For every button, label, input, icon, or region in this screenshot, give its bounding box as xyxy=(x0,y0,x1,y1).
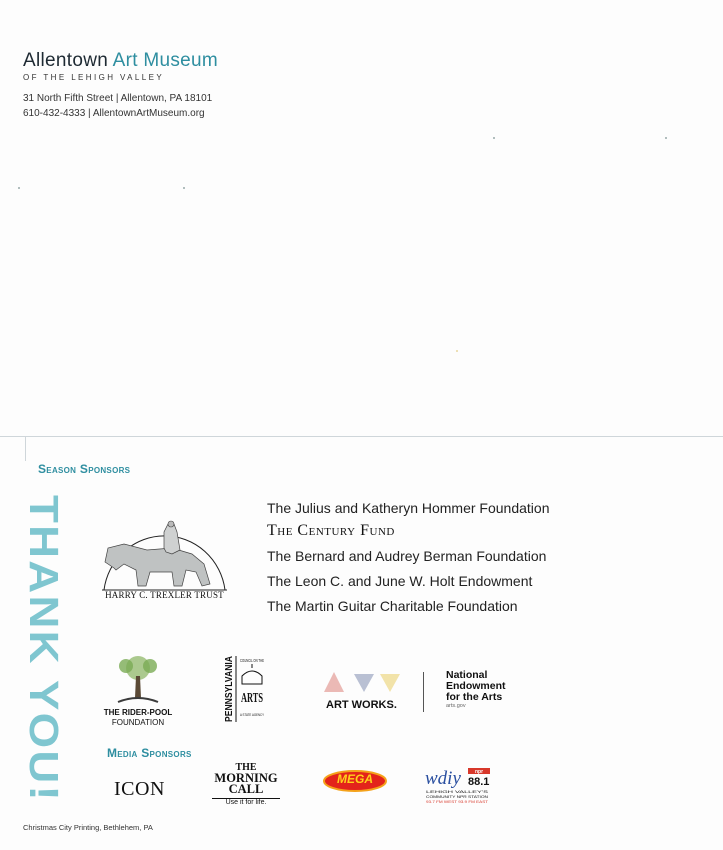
wdiy-frequency: 88.1 xyxy=(468,776,490,788)
trexler-label: HARRY C. TREXLER TRUST xyxy=(105,590,224,600)
museum-address: 31 North Fifth Street | Allentown, PA 18101 xyxy=(23,93,213,104)
speck xyxy=(665,137,667,139)
pa-council-agency-text: A STATE AGENCY xyxy=(240,712,265,717)
season-sponsors-title: Season Sponsors xyxy=(38,462,131,476)
speck xyxy=(18,187,20,189)
morning-call-line1: THE xyxy=(235,762,257,773)
museum-name-part1: Allentown xyxy=(23,50,113,71)
nea-line3: for the Arts xyxy=(446,691,503,704)
museum-name-part2: Art Museum xyxy=(112,50,219,71)
sponsor-martin-guitar: The Martin Guitar Charitable Foundation xyxy=(267,598,518,614)
nea-url: arts.gov xyxy=(446,703,466,710)
icon-magazine-logo: ICON xyxy=(114,778,165,800)
morning-call-tagline: Use it for life. xyxy=(212,798,280,807)
pa-council-top-text: COUNCIL ON THE xyxy=(240,658,264,663)
rider-pool-line1: THE RIDER-POOL xyxy=(103,708,173,717)
pa-council-vertical-text: PENNSYLVANIA xyxy=(224,645,235,722)
wdiy-text: wdiy xyxy=(425,768,461,789)
wdiy-line3: 93.7 FM WEST 93.9 FM EAST xyxy=(426,799,489,804)
speck xyxy=(493,137,495,139)
sponsor-holt: The Leon C. and June W. Holt Endowment xyxy=(267,573,533,589)
museum-name xyxy=(23,50,218,72)
morning-call-line2: MORNING xyxy=(214,770,278,785)
mega-text: MEGA xyxy=(337,772,373,786)
wdiy-npr: npr xyxy=(474,769,484,775)
nea-line1: National xyxy=(446,669,488,681)
fold-line xyxy=(0,436,723,437)
pa-council-arts-text: ARTS xyxy=(241,691,264,706)
museum-subtitle: OF THE LEHIGH VALLEY xyxy=(23,73,165,82)
thank-you-vertical xyxy=(20,495,65,805)
art-works-label: ART WORKS. xyxy=(326,699,397,711)
speck xyxy=(456,350,458,352)
nea-divider xyxy=(423,672,424,712)
printer-credit: Christmas City Printing, Bethlehem, PA xyxy=(23,823,153,832)
nea-logo xyxy=(446,670,506,710)
sponsor-hommer: The Julius and Katheryn Hommer Foundation xyxy=(267,500,550,516)
rider-pool-tree-icon xyxy=(114,654,162,704)
media-sponsors-title: Media Sponsors xyxy=(107,746,192,760)
art-works-triangles-icon xyxy=(322,670,402,694)
mega-radio-logo xyxy=(322,765,388,795)
wdiy-line2: COMMUNITY NPR STATION xyxy=(426,794,489,799)
sponsor-berman: The Bernard and Audrey Berman Foundation xyxy=(267,548,547,564)
morning-call-logo xyxy=(212,763,280,807)
rider-pool-line2: FOUNDATION xyxy=(111,717,165,727)
thank-you-text: THANK YOU! xyxy=(21,495,67,772)
wdiy-line1: LEHIGH VALLEY'S xyxy=(426,789,489,794)
sponsor-century-fund: The Century Fund xyxy=(267,522,395,539)
museum-contact: 610-432-4333 | AllentownArtMuseum.org xyxy=(23,108,205,119)
rider-pool-label xyxy=(100,708,176,727)
speck xyxy=(183,187,185,189)
wdiy-logo xyxy=(424,764,494,808)
pa-council-logo xyxy=(220,645,268,724)
morning-call-line3: CALL xyxy=(228,782,264,797)
fold-tick xyxy=(25,437,26,461)
nea-line2: Endowment xyxy=(446,680,506,693)
